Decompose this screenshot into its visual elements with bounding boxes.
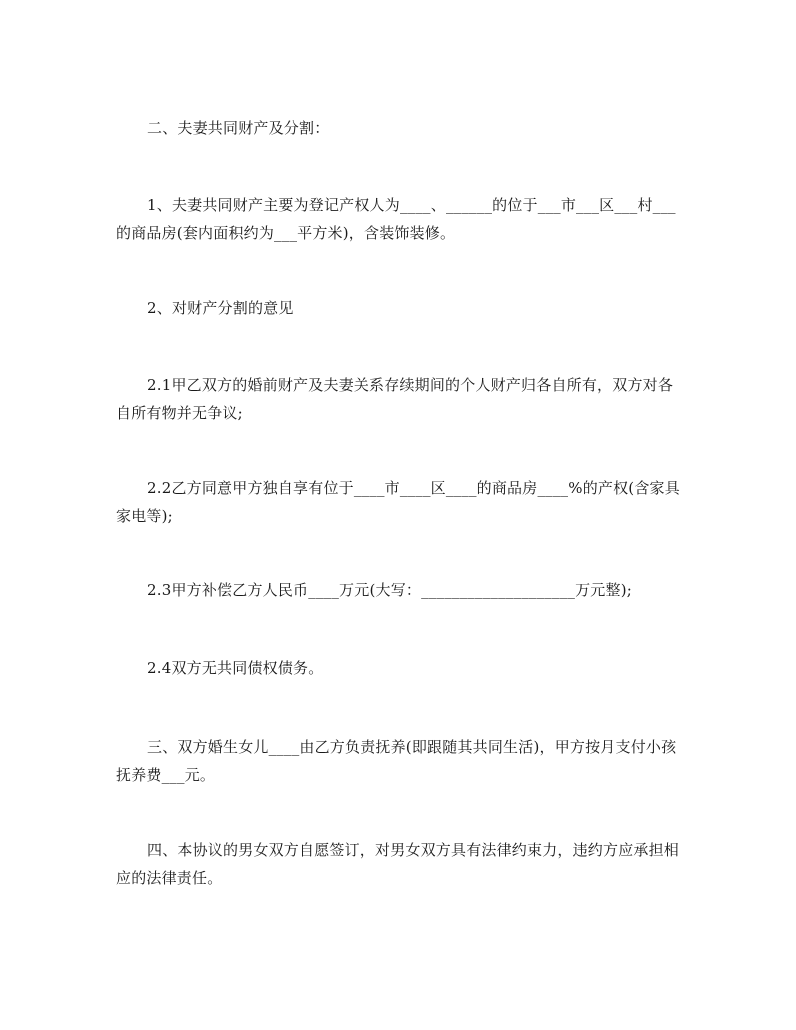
clause-2-3: 2.3甲方补偿乙方人民币____万元(大写：____________________万元整); xyxy=(147,581,633,599)
section-heading-property: 二、夫妻共同财产及分割： xyxy=(147,119,330,137)
clause-common-property: 1、夫妻共同财产主要为登记产权人为____、______的位于___市___区___村___的商品房(套内面积约为___平方米)，含装饰装修。 xyxy=(116,196,676,242)
clause-2-1: 2.1甲乙双方的婚前财产及夫妻关系存续期间的个人财产归各自所有，双方对各自所有物并无争议; xyxy=(116,376,674,422)
clause-division-opinion: 2、对财产分割的意见 xyxy=(147,299,294,317)
section-legal-effect: 四、本协议的男女双方自愿签订，对男女双方具有法律约束力，违约方应承担相应的法律责任。 xyxy=(116,841,680,887)
clause-2-4: 2.4双方无共同债权债务。 xyxy=(147,659,324,677)
section-child-custody: 三、双方婚生女儿____由乙方负责抚养(即跟随其共同生活)，甲方按月支付小孩抚养费___元。 xyxy=(116,738,677,784)
clause-2-2: 2.2乙方同意甲方独自享有位于____市____区____的商品房____%的产权(含家具家电等); xyxy=(116,479,680,525)
